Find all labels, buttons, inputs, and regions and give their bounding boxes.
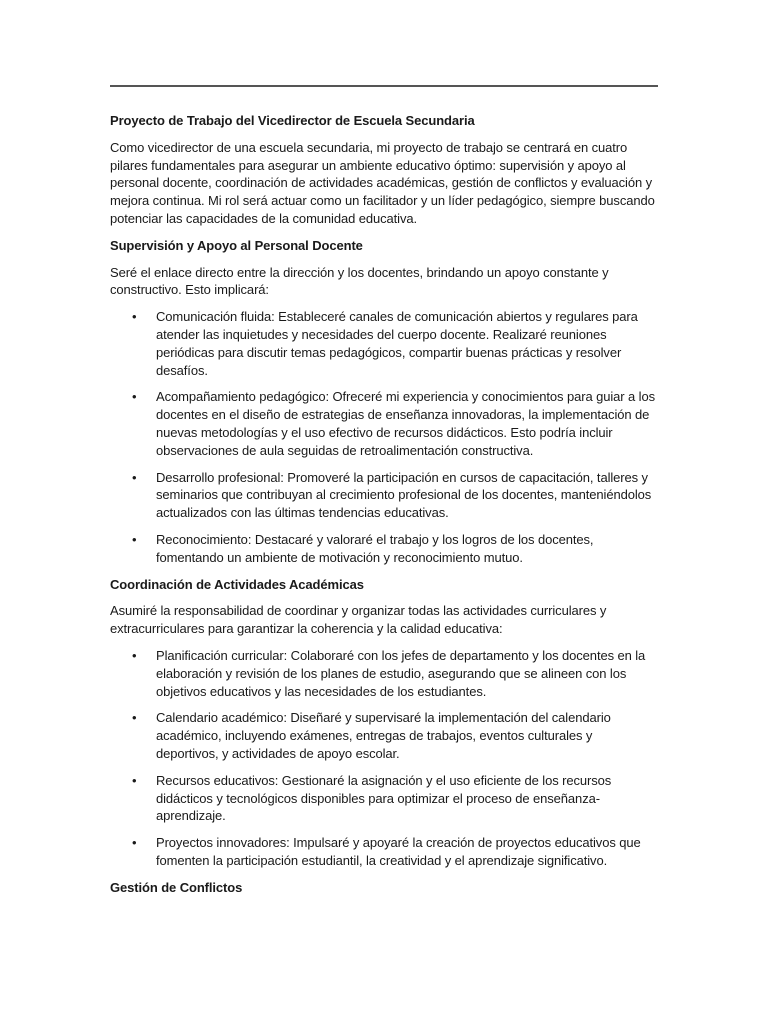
- list-item-text: Reconocimiento: Destacaré y valoraré el trabajo y los logros de los docentes, fomentando un ambiente de motivación y reconocimiento mutuo.: [156, 531, 594, 565]
- bullet-icon: •: [132, 710, 137, 726]
- bullet-icon: •: [132, 531, 137, 547]
- intro-paragraph: Como vicedirector de una escuela secundaria, mi proyecto de trabajo se centrará en cuatro pilares fundamentales para asegurar un ambiente educativo óptimo: supervisión y apoyo al personal docente, coordinación de actividades académicas, gestión de conflictos y evaluación y mejora continua. Mi rol será actuar como un facilitador y un líder pedagógico, siempre buscando potenciar las capacidades de la comunidad educativa.: [110, 139, 655, 226]
- list-item-text: Recursos educativos: Gestionaré la asignación y el uso eficiente de los recursos didácticos y tecnológicos disponibles para optimizar el proceso de enseñanza-aprendizaje.: [156, 772, 612, 824]
- bullet-list-coordination: [110, 647, 658, 870]
- bullet-icon: •: [132, 835, 137, 851]
- section-heading-conflicts: Gestión de Conflictos: [110, 879, 243, 895]
- list-item-text: Proyectos innovadores: Impulsaré y apoyaré la creación de proyectos educativos que fomenten la participación estudiantil, la creatividad y el aprendizaje significativo.: [156, 835, 641, 868]
- list-item-text: Acompañamiento pedagógico: Ofreceré mi experiencia y conocimientos para guiar a los docentes en el diseño de estrategias de enseñanza innovadoras, la implementación de nuevas metodologías y el uso efectivo de recursos didácticos. Esto podría incluir observaciones de aula seguidas de retroalimentación constructiva.: [156, 389, 655, 458]
- list-item-text: Calendario académico: Diseñaré y supervisaré la implementación del calendario académico, incluyendo exámenes, entregas de trabajos, eventos culturales y deportivos, y actividades de apoyo escolar.: [156, 710, 611, 761]
- bullet-icon: •: [132, 389, 137, 405]
- bullet-icon: •: [132, 772, 137, 788]
- list-item: [110, 469, 658, 522]
- list-item: [110, 772, 658, 825]
- bullet-icon: •: [132, 469, 137, 485]
- list-item: [110, 308, 658, 379]
- horizontal-rule: [110, 85, 658, 87]
- section-heading-supervision: Supervisión y Apoyo al Personal Docente: [110, 237, 363, 253]
- list-item: [110, 834, 658, 870]
- list-item-text: Desarrollo profesional: Promoveré la participación en cursos de capacitación, talleres y seminarios que contribuyan al crecimiento profesional de los docentes, manteniéndolos actualizados con las últimas tendencias educativas.: [156, 469, 652, 521]
- document-title: Proyecto de Trabajo del Vicedirector de Escuela Secundaria: [110, 113, 475, 128]
- bullet-list-supervision: [110, 308, 658, 566]
- list-item-text: Planificación curricular: Colaboraré con los jefes de departamento y los docentes en la elaboración y revisión de los planes de estudio, asegurando que se alineen con los objetivos educativos y las necesidades de los estudiantes.: [156, 647, 646, 699]
- bullet-icon: •: [132, 647, 137, 663]
- section-intro-coordination: Asumiré la responsabilidad de coordinar y organizar todas las actividades curriculares y extracurriculares para garantizar la coherencia y la calidad educativa:: [110, 603, 607, 637]
- section-heading-coordination: Coordinación de Actividades Académicas: [110, 576, 364, 592]
- bullet-icon: •: [132, 309, 137, 325]
- list-item: [110, 647, 658, 700]
- list-item: [110, 388, 658, 459]
- document-body: [110, 112, 658, 905]
- list-item-text: Comunicación fluida: Estableceré canales de comunicación abiertos y regulares para atender las inquietudes y necesidades del cuerpo docente. Realizaré reuniones periódicas para discutir temas pedagógicos, compartir buenas prácticas y resolver desafíos.: [156, 309, 638, 378]
- section-intro-supervision: Seré el enlace directo entre la dirección y los docentes, brindando un apoyo constante y constructivo. Esto implicará:: [110, 264, 609, 298]
- list-item: [110, 531, 658, 567]
- list-item: [110, 709, 658, 762]
